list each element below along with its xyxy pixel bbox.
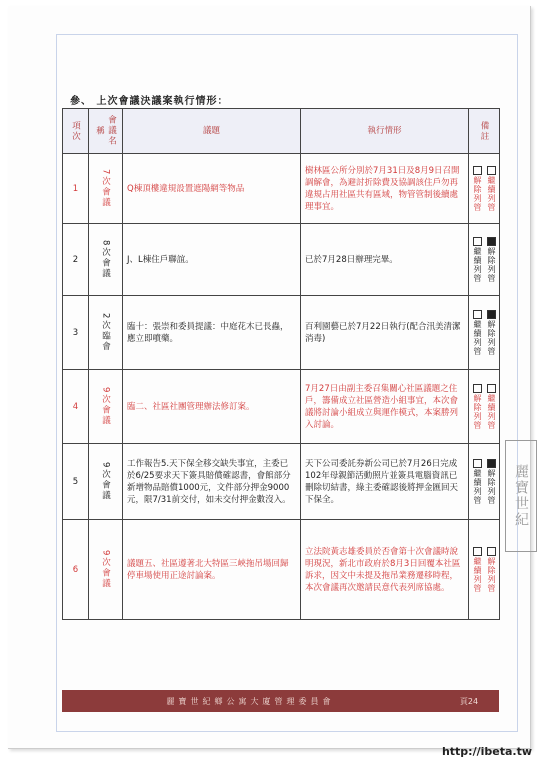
- row-topic: J、L棟住戶聯誼。: [123, 224, 301, 296]
- header-remark: 備註: [469, 109, 500, 154]
- row-remark: [469, 296, 500, 370]
- page-footer: [62, 690, 499, 712]
- row-meeting: [89, 296, 123, 370]
- checkbox-label: 繼續列管: [487, 175, 496, 212]
- row-topic: 工作報告5.天下保全移交缺失事宜，主委已於6/25要求天下簽具賠償確認書，會館部分新增物品賠償1000元，文件部分押金9000元，限7/31前交付，如未交付押金數沒入。: [123, 444, 301, 520]
- meeting-label: 9次會議: [100, 387, 111, 426]
- seal-stamp: 麗寶世紀: [505, 440, 537, 552]
- row-number: 2: [63, 224, 89, 296]
- row-meeting: [89, 224, 123, 296]
- header-status: 執行情形: [301, 109, 469, 154]
- checkbox-square-icon[interactable]: [473, 237, 482, 246]
- row-status: 立法院黃志雄委員於否會第十次會議時說明現況，新北市政府於8月3日回覆本社區訴求，因文中未提及拖吊業務遷移時程，本次會議再次邀請民意代表列席協處。: [301, 520, 469, 620]
- remark-checkbox[interactable]: [471, 237, 483, 283]
- remark-checkbox[interactable]: [485, 547, 497, 593]
- checkbox-square-icon[interactable]: [473, 310, 482, 319]
- row-meeting: [89, 520, 123, 620]
- row-meeting: [89, 370, 123, 444]
- row-remark: [469, 224, 500, 296]
- remark-checkbox[interactable]: [471, 547, 483, 593]
- checkbox-square-icon[interactable]: [487, 547, 496, 556]
- row-meeting: [89, 154, 123, 224]
- checkbox-label: 解除列管: [487, 319, 496, 356]
- checkbox-square-icon[interactable]: [487, 384, 496, 393]
- checkbox-square-icon[interactable]: [487, 459, 496, 468]
- header-item: 項次: [63, 109, 89, 154]
- footer-org: 麗寶世紀鄉公寓大廈管理委員會: [166, 696, 335, 706]
- row-number: 5: [63, 444, 89, 520]
- checkbox-square-icon[interactable]: [473, 459, 482, 468]
- table-row: [63, 520, 500, 620]
- remark-checkbox[interactable]: [471, 384, 483, 430]
- checkbox-label: 解除列管: [487, 556, 496, 593]
- row-remark: [469, 154, 500, 224]
- remark-checkbox[interactable]: [485, 166, 497, 212]
- checkbox-label: 繼續列管: [473, 246, 482, 283]
- row-status: 百利園藝已於7月22日執行(配合汛美清潔消毒): [301, 296, 469, 370]
- row-remark: [469, 444, 500, 520]
- remark-checkbox[interactable]: [485, 384, 497, 430]
- resolution-table: [62, 108, 500, 620]
- table-header-row: [63, 109, 500, 154]
- row-number: 3: [63, 296, 89, 370]
- meeting-label: 7次會議: [100, 169, 111, 208]
- remark-checkbox[interactable]: [485, 310, 497, 356]
- row-topic: 議題五、社區遵著北大特區三峽拖吊場回歸停車場使用正途討論案。: [123, 520, 301, 620]
- checkbox-square-icon[interactable]: [487, 310, 496, 319]
- remark-checkbox[interactable]: [471, 459, 483, 505]
- table-row: [63, 296, 500, 370]
- checkbox-label: 解除列管: [487, 246, 496, 283]
- checkbox-label: 繼續列管: [473, 556, 482, 593]
- section-title: 參、 上次會議決議案執行情形：: [70, 96, 229, 107]
- row-number: 6: [63, 520, 89, 620]
- row-status: 樹林區公所分別於7月31日及8月9日召開調解會，為避討折除費及協調該住戶勿再違規占用社區共有區域，物管管制後續處理事宜。: [301, 154, 469, 224]
- checkbox-label: 解除列管: [487, 468, 496, 505]
- row-number: 1: [63, 154, 89, 224]
- row-topic: Q棟頂樓違規設置遮陽網等物品: [123, 154, 301, 224]
- checkbox-label: 繼續列管: [473, 319, 482, 356]
- watermark: http://ibeta.tw: [441, 745, 532, 758]
- meeting-label: 9次會議: [100, 550, 111, 589]
- remark-checkbox[interactable]: [471, 166, 483, 212]
- table-row: [63, 370, 500, 444]
- table-row: [63, 154, 500, 224]
- checkbox-square-icon[interactable]: [487, 237, 496, 246]
- header-meeting: 會議名稱: [89, 109, 123, 154]
- checkbox-label: 解除列管: [473, 393, 482, 430]
- table-row: [63, 224, 500, 296]
- row-number: 4: [63, 370, 89, 444]
- remark-checkbox[interactable]: [471, 310, 483, 356]
- row-topic: 臨十：張崇和委員提議：中庭花木已長蟲，應立即噴藥。: [123, 296, 301, 370]
- meeting-label: 8次會議: [100, 240, 111, 279]
- row-status: 已於7月28日辦理完畢。: [301, 224, 469, 296]
- checkbox-square-icon[interactable]: [473, 547, 482, 556]
- row-status: 7月27日由副主委召集關心社區議題之住戶，籌備成立社區營造小組事宜，本次會議將討論小組成立與運作模式，本案勝列入討論。: [301, 370, 469, 444]
- checkbox-label: 解除列管: [473, 175, 482, 212]
- table-row: [63, 444, 500, 520]
- row-topic: 臨二、社區社團管理辦法修訂案。: [123, 370, 301, 444]
- meeting-label: 9次會議: [100, 462, 111, 501]
- row-remark: [469, 520, 500, 620]
- remark-checkbox[interactable]: [485, 237, 497, 283]
- checkbox-square-icon[interactable]: [473, 384, 482, 393]
- checkbox-square-icon[interactable]: [487, 166, 496, 175]
- checkbox-square-icon[interactable]: [473, 166, 482, 175]
- row-meeting: [89, 444, 123, 520]
- checkbox-label: 繼續列管: [487, 393, 496, 430]
- meeting-label: 2次臨會: [100, 313, 111, 352]
- checkbox-label: 繼續列管: [473, 468, 482, 505]
- header-topic: 議題: [123, 109, 301, 154]
- row-status: 天下公司委託券新公司已於7月26日完成102年母親節活動照片並簽具電腦資訊已刪除切結書，綠主委確認後將押金匯回天下保全。: [301, 444, 469, 520]
- row-remark: [469, 370, 500, 444]
- remark-checkbox[interactable]: [485, 459, 497, 505]
- footer-page-number: 頁24: [459, 696, 479, 706]
